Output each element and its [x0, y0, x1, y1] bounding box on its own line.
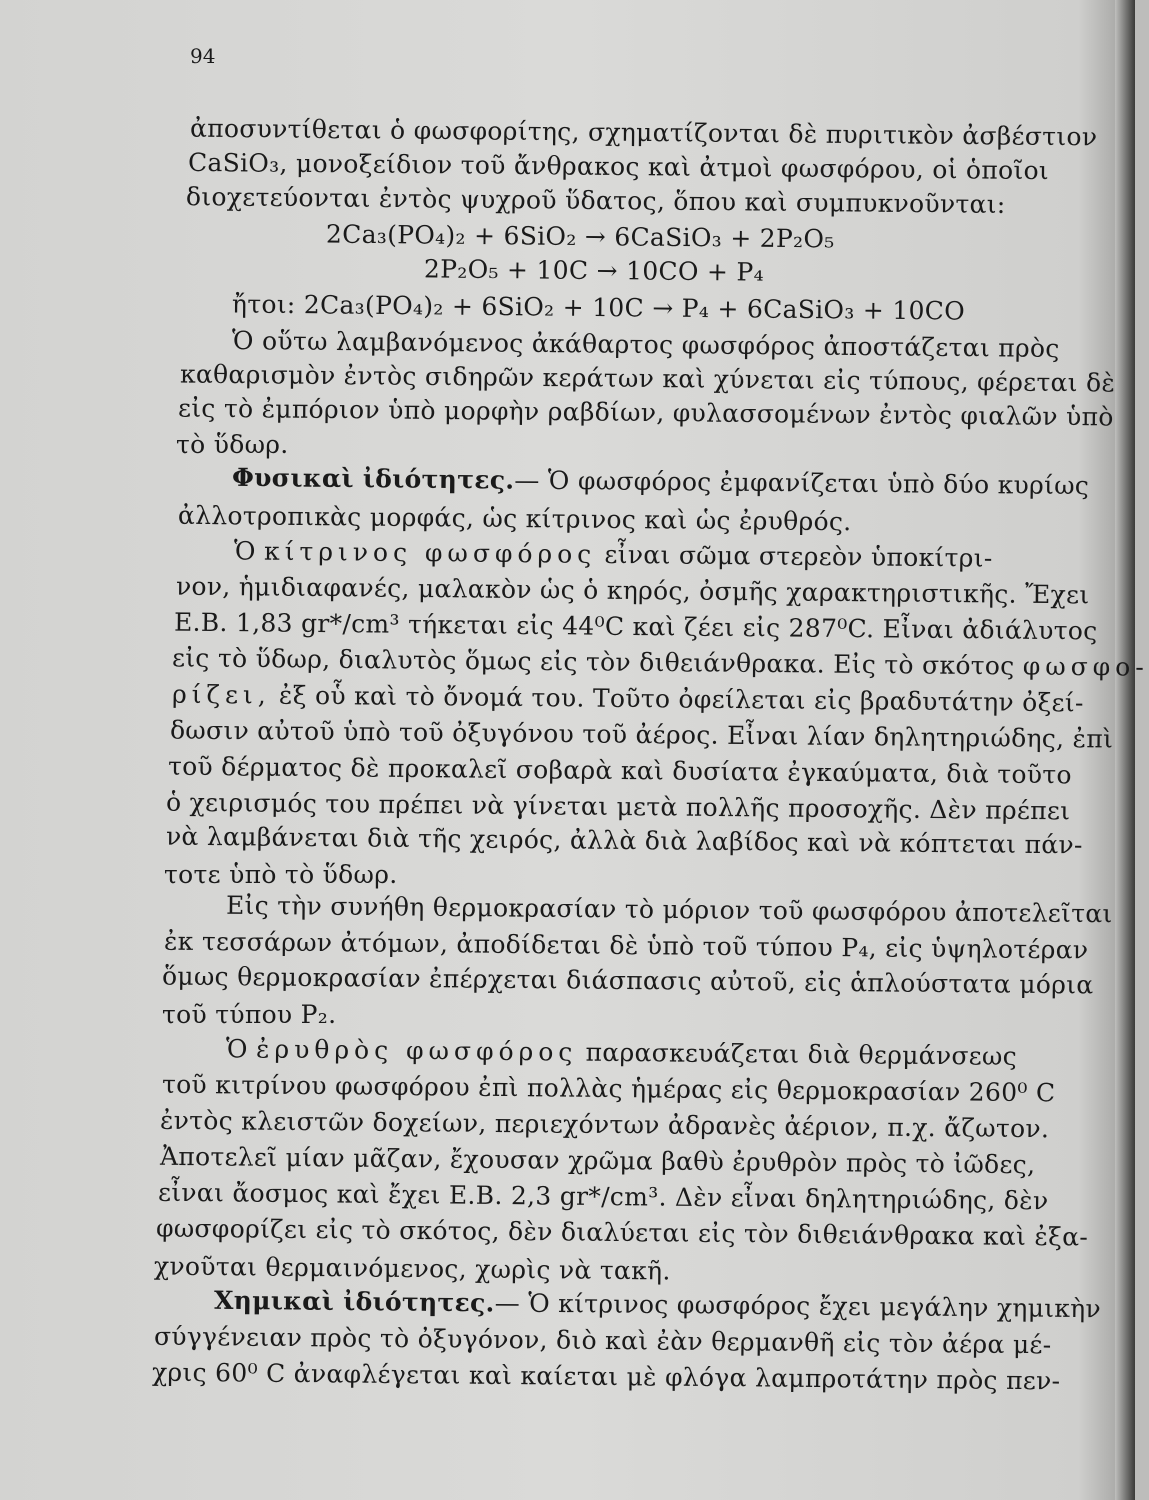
text-span: — Ὁ φωσφόρος ἐμφανίζεται ὑπὸ δύο κυρίως [514, 465, 1090, 501]
text-line: ἐντὸς κλειστῶν δοχείων, περιεχόντων ἀδρανὲς ἀέριον, π.χ. ἄζωτον. [159, 1105, 1050, 1144]
chemical-properties-paragraph [214, 1286, 1101, 1324]
yellow-phosphorus-line [234, 536, 993, 572]
red-phosphorus-line [226, 1034, 1017, 1071]
text-line: φωσφορίζει εἰς τὸ σκότος, δὲν διαλύεται εἰς τὸν διθειάνθρακα καὶ ἐξα- [155, 1213, 1089, 1252]
text-line: νον, ἡμιδιαφανές, μαλακὸν ὡς ὁ κηρός, ὀσμῆς χαρακτηριστικῆς. Ἔχει [175, 571, 1090, 610]
text-line: δωσιν αὐτοῦ ὑπὸ τοῦ ὀξυγόνου τοῦ ἀέρος. Εἶναι λίαν δηλητηριώδης, ἐπὶ [169, 715, 1114, 754]
equation-line: ἤτοι: 2Ca₃(PO₄)₂ + 6SiO₂ + 10C → P₄ + 6CaSiO₃ + 10CO [231, 289, 966, 326]
text-line: ἀποσυντίθεται ὁ φωσφορίτης, σχηματίζονται δὲ πυριτικὸν ἀσβέστιον [189, 113, 1098, 152]
text-line: Ε.Β. 1,83 gr*/cm³ τήκεται εἰς 44⁰C καὶ ζέει εἰς 287⁰C. Εἶναι ἀδιάλυτος [173, 607, 1098, 646]
text-span: ἐξ οὗ καὶ τὸ ὄνομά του. Τοῦτο ὀφείλεται εἰς βραδυτάτην ὀξεί- [278, 680, 1084, 718]
chemical-properties-heading: Χημικαὶ ἰδιότητες. [213, 1285, 495, 1318]
red-phosphorus-term: ἐρυθρὸς φωσφόρος [255, 1034, 578, 1067]
text-line: διοχετεύονται ἐντὸς ψυχροῦ ὕδατος, ὅπου καὶ συμπυκνοῦνται: [185, 182, 1006, 219]
equation-line: 2Ca₃(PO₄)₂ + 6SiO₂ → 6CaSiO₃ + 2P₂O₅ [325, 219, 835, 254]
text-line: ὅμως θερμοκρασίαν ἐπέρχεται διάσπασις αὐτοῦ, εἰς ἁπλούστατα μόρια [161, 961, 1094, 1000]
text-line: εἰς τὸ ἐμπόριον ὑπὸ μορφὴν ραβδίων, φυλασσομένων ἐντὸς φιαλῶν ὑπὸ [177, 393, 1114, 432]
text-line: Εἰς τὴν συνήθη θερμοκρασίαν τὸ μόριον τοῦ φωσφόρου ἀποτελεῖται [225, 890, 1113, 929]
emphasized-word: φωσφο- [1022, 651, 1149, 682]
emphasized-word: ρίζει, [171, 679, 271, 710]
text-span: Ὁ [225, 1034, 248, 1064]
text-line: τοῦ τύπου P₂. [162, 1000, 337, 1029]
page-number: 94 [190, 44, 216, 68]
text-line: Ὁ οὕτω λαμβανόμενος ἀκάθαρτος φωσφόρος ἀποστάζεται πρὸς [231, 326, 1060, 363]
physical-properties-paragraph [232, 463, 1089, 500]
text-span: εἰς τὸ ὕδωρ, διαλυτὸς ὅμως εἰς τὸν διθειάνθρακα. Εἰς τὸ σκότος [171, 643, 1015, 681]
text-line: νὰ λαμβάνεται διὰ τῆς χειρός, ἀλλὰ διὰ λαβίδος καὶ νὰ κόπτεται πάν- [165, 821, 1083, 860]
equation-line: 2P₂O₅ + 10C → 10CO + P₄ [423, 254, 765, 287]
text-line: σύγγένειαν πρὸς τὸ ὀξυγόνον, διὸ καὶ ἐὰν θερμανθῆ εἰς τὸν ἀέρα μέ- [153, 1321, 1052, 1360]
text-span: παρασκευάζεται διὰ θερμάνσεως [585, 1037, 1018, 1071]
page-edge-shadow [1115, 0, 1135, 1500]
text-line: τοτε ὑπὸ τὸ ὕδωρ. [164, 860, 398, 889]
text-line: τοῦ δέρματος δὲ προκαλεῖ σοβαρὰ καὶ δυσίατα ἐγκαύματα, διὰ τοῦτο [167, 751, 1072, 790]
text-span: εἶναι σῶμα στερεὸν ὑποκίτρι- [604, 539, 993, 573]
text-line: χνοῦται θερμαινόμενος, χωρὶς νὰ τακῆ. [153, 1251, 671, 1286]
physical-properties-heading: Φυσικαὶ ἰδιότητες. [231, 462, 515, 495]
text-span: — Ὁ κίτρινος φωσφόρος ἔχει μεγάλην χημικὴν [494, 1288, 1102, 1324]
text-span: Ὁ [233, 536, 256, 566]
text-line: CaSiO₃, μονοξείδιον τοῦ ἄνθρακος καὶ ἀτμοὶ φωσφόρου, οἱ ὁποῖοι [187, 147, 1050, 186]
yellow-phosphorus-term: κίτρινος φωσφόρος [263, 536, 597, 569]
text-line: Ἀποτελεῖ μίαν μᾶζαν, ἔχουσαν χρῶμα βαθὺ ἐρυθρὸν πρὸς τὸ ἰῶδες, [159, 1141, 1036, 1180]
text-line: τοῦ κιτρίνου φωσφόρου ἐπὶ πολλὰς ἡμέρας εἰς θερμοκρασίαν 260⁰ C [161, 1069, 1056, 1108]
text-line [172, 643, 1149, 681]
text-line: χρις 60⁰ C ἀναφλέγεται καὶ καίεται μὲ φλόγα λαμπροτάτην πρὸς πεν- [151, 1357, 1061, 1396]
text-line: καθαρισμὸν ἐντὸς σιδηρῶν κεράτων καὶ χύνεται εἰς τύπους, φέρεται δὲ [179, 359, 1116, 398]
text-line: ἐκ τεσσάρων ἀτόμων, ἀποδίδεται δὲ ὑπὸ τοῦ τύπου P₄, εἰς ὑψηλοτέραν [163, 926, 1089, 965]
text-line [172, 680, 1084, 718]
text-line: ἀλλοτροπικὰς μορφάς, ὡς κίτρινος καὶ ὡς ἐρυθρός. [177, 500, 852, 537]
text-line: εἶναι ἄοσμος καὶ ἔχει Ε.Β. 2,3 gr*/cm³. Δὲν εἶναι δηλητηριώδης, δὲν [157, 1177, 1049, 1216]
text-line: ὁ χειρισμός του πρέπει νὰ γίνεται μετὰ πολλῆς προσοχῆς. Δὲν πρέπει [165, 787, 1071, 826]
text-line: τὸ ὕδωρ. [176, 430, 289, 459]
